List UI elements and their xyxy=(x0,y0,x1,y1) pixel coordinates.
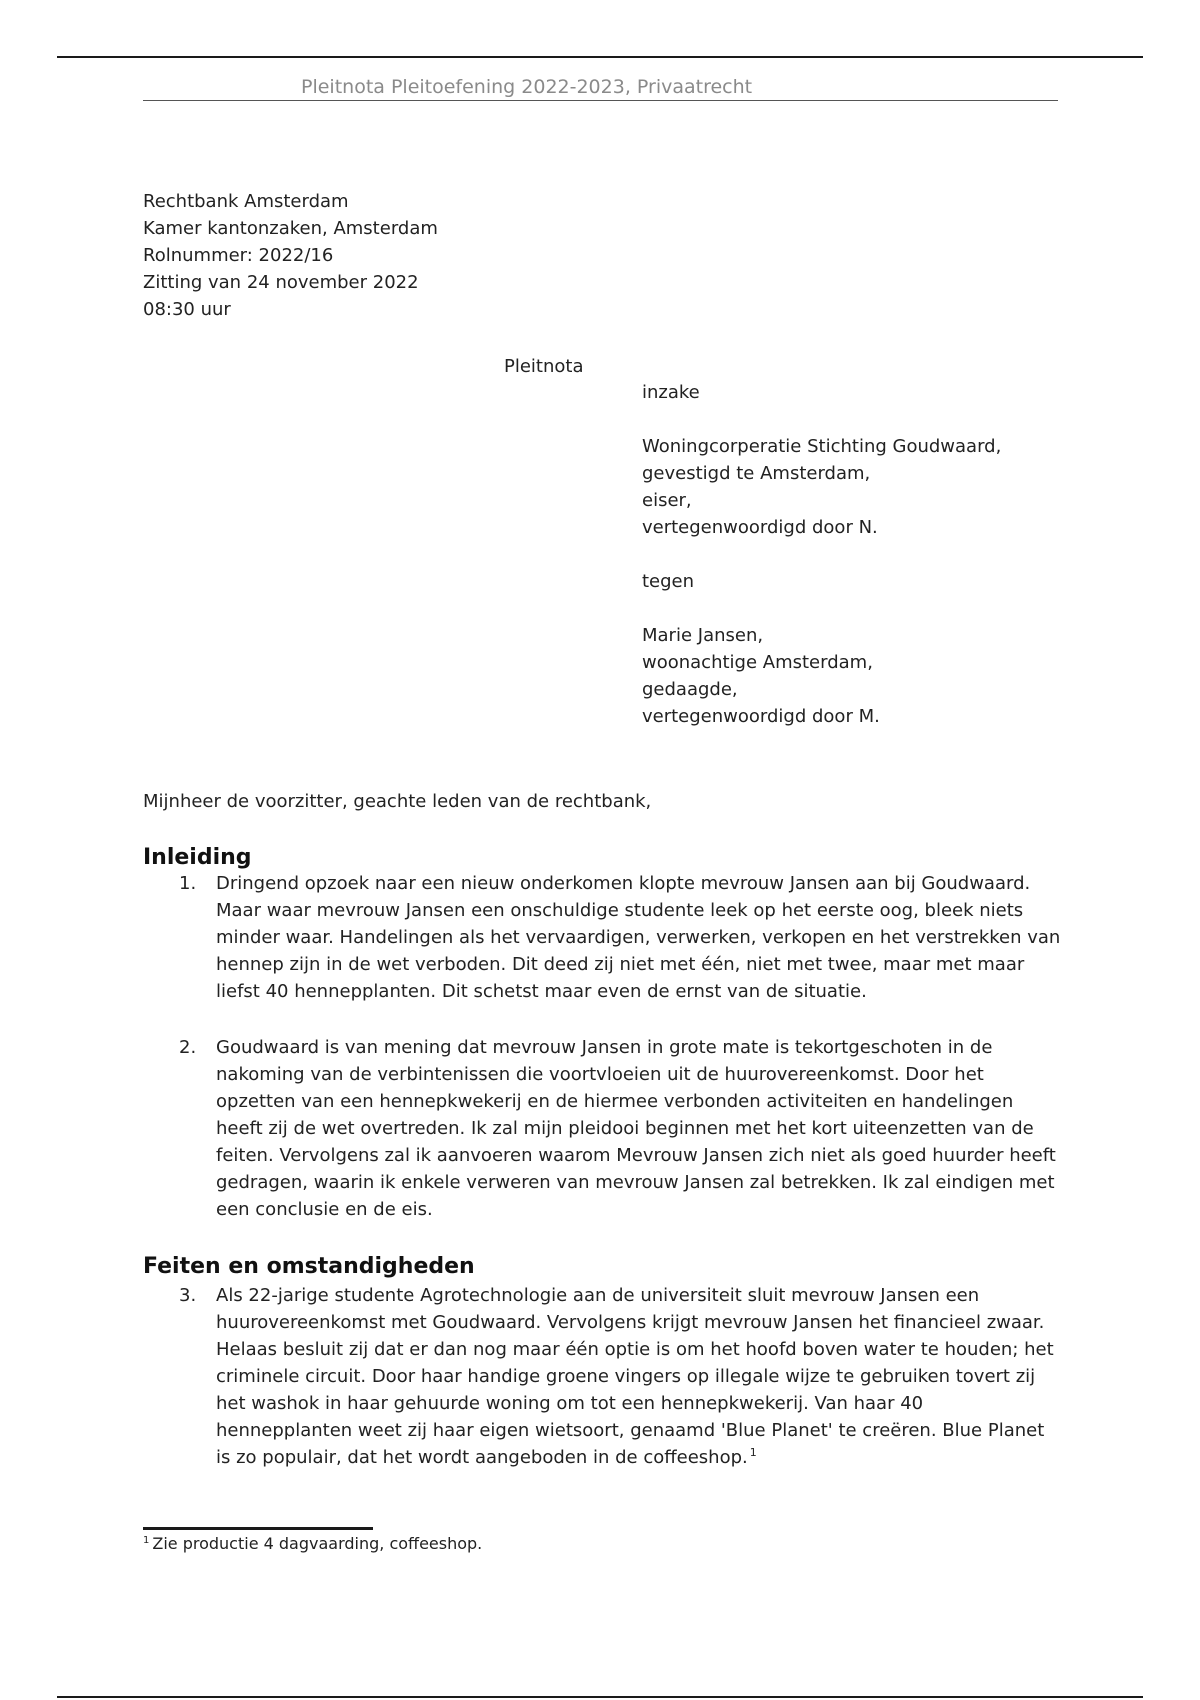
paragraph-line: huurovereenkomst met Goudwaard. Vervolgens krijgt mevrouw Jansen het financieel zwaar. xyxy=(216,1312,1045,1333)
paragraph-line: het washok in haar gehuurde woning om tot een hennepkwekerij. Van haar 40 xyxy=(216,1393,924,1414)
claimant-location: gevestigd te Amsterdam, xyxy=(642,463,871,484)
paragraph-line: nakoming van de verbintenissen die voortvloeien uit de huurovereenkomst. Door het xyxy=(216,1064,984,1085)
defendant-role: gedaagde, xyxy=(642,679,738,700)
running-header-title: Pleitnota Pleitoefening 2022-2023, Privaatrecht xyxy=(301,76,753,98)
paragraph-number: 3. xyxy=(179,1285,197,1306)
paragraph-3 xyxy=(143,1282,1063,1471)
paragraph-line: heeft zij de wet overtreden. Ik zal mijn pleidooi beginnen met het kort uiteenzetten van de xyxy=(216,1118,1034,1139)
footnote-1 xyxy=(143,1533,482,1555)
top-page-rule xyxy=(57,56,1143,58)
claimant-representative: vertegenwoordigd door N. xyxy=(642,517,878,538)
roll-number: Rolnummer: 2022/16 xyxy=(143,245,334,266)
paragraph-2 xyxy=(143,1034,1063,1223)
paragraph-line: een conclusie en de eis. xyxy=(216,1199,433,1220)
paragraph-1 xyxy=(143,870,1063,1005)
paragraph-line: minder waar. Handelingen als het vervaardigen, verwerken, verkopen en het verstrekken van xyxy=(216,927,1061,948)
running-header xyxy=(143,74,1058,101)
paragraph-line: hennepplanten weet zij haar eigen wietsoort, genaamd 'Blue Planet' te creëren. Blue Planet xyxy=(216,1420,1045,1441)
bottom-page-rule xyxy=(57,1696,1143,1698)
claimant-name: Woningcorperatie Stichting Goudwaard, xyxy=(642,436,1002,457)
paragraph-number: 2. xyxy=(179,1037,197,1058)
paragraph-line: opzetten van een hennepkwekerij en de hiermee verbonden activiteiten en handelingen xyxy=(216,1091,1014,1112)
defendant-representative: vertegenwoordigd door M. xyxy=(642,706,880,727)
paragraph-line: Dringend opzoek naar een nieuw onderkomen klopte mevrouw Jansen aan bij Goudwaard. xyxy=(216,873,1031,894)
salutation: Mijnheer de voorzitter, geachte leden van de rechtbank, xyxy=(143,791,652,812)
section-heading-feiten: Feiten en omstandigheden xyxy=(143,1254,475,1279)
parties-block xyxy=(642,379,1001,730)
footnote-text: Zie productie 4 dagvaarding, coffeeshop. xyxy=(152,1534,483,1553)
paragraph-line: Als 22-jarige studente Agrotechnologie aan de universiteit sluit mevrouw Jansen een xyxy=(216,1285,980,1306)
footnote-reference[interactable]: 1 xyxy=(749,1446,757,1459)
paragraph-line: feiten. Vervolgens zal ik aanvoeren waarom Mevrouw Jansen zich niet als goed huurder heeft xyxy=(216,1145,1056,1166)
footnote-mark: 1 xyxy=(143,1534,150,1546)
defendant-location: woonachtige Amsterdam, xyxy=(642,652,873,673)
paragraph-number: 1. xyxy=(179,873,197,894)
inzake-label: inzake xyxy=(642,382,700,403)
court-info-block xyxy=(143,188,438,323)
paragraph-line: liefst 40 hennepplanten. Dit schetst maar even de ernst van de situatie. xyxy=(216,981,867,1002)
claimant-role: eiser, xyxy=(642,490,692,511)
session-time: 08:30 uur xyxy=(143,299,231,320)
footnote-separator xyxy=(143,1527,373,1530)
session-date: Zitting van 24 november 2022 xyxy=(143,272,419,293)
paragraph-line: criminele circuit. Door haar handige groene vingers op illegale wijze te gebruiken tovert zij xyxy=(216,1366,1036,1387)
court-chamber: Kamer kantonzaken, Amsterdam xyxy=(143,218,438,239)
paragraph-line: hennep zijn in de wet verboden. Dit deed zij niet met één, niet met twee, maar met maar xyxy=(216,954,1025,975)
paragraph-line: is zo populair, dat het wordt aangeboden in de coffeeshop. xyxy=(216,1447,748,1468)
paragraph-line: Helaas besluit zij dat er dan nog maar één optie is om het hoofd boven water te houden; het xyxy=(216,1339,1054,1360)
paragraph-line: Goudwaard is van mening dat mevrouw Jansen in grote mate is tekortgeschoten in de xyxy=(216,1037,993,1058)
court-name: Rechtbank Amsterdam xyxy=(143,191,349,212)
section-heading-inleiding: Inleiding xyxy=(143,845,252,870)
paragraph-line: gedragen, waarin ik enkele verweren van mevrouw Jansen zal betrekken. Ik zal eindigen met xyxy=(216,1172,1055,1193)
tegen-label: tegen xyxy=(642,571,695,592)
paragraph-line: Maar waar mevrouw Jansen een onschuldige studente leek op het eerste oog, bleek niets xyxy=(216,900,1024,921)
defendant-name: Marie Jansen, xyxy=(642,625,764,646)
document-title: Pleitnota xyxy=(504,356,584,377)
